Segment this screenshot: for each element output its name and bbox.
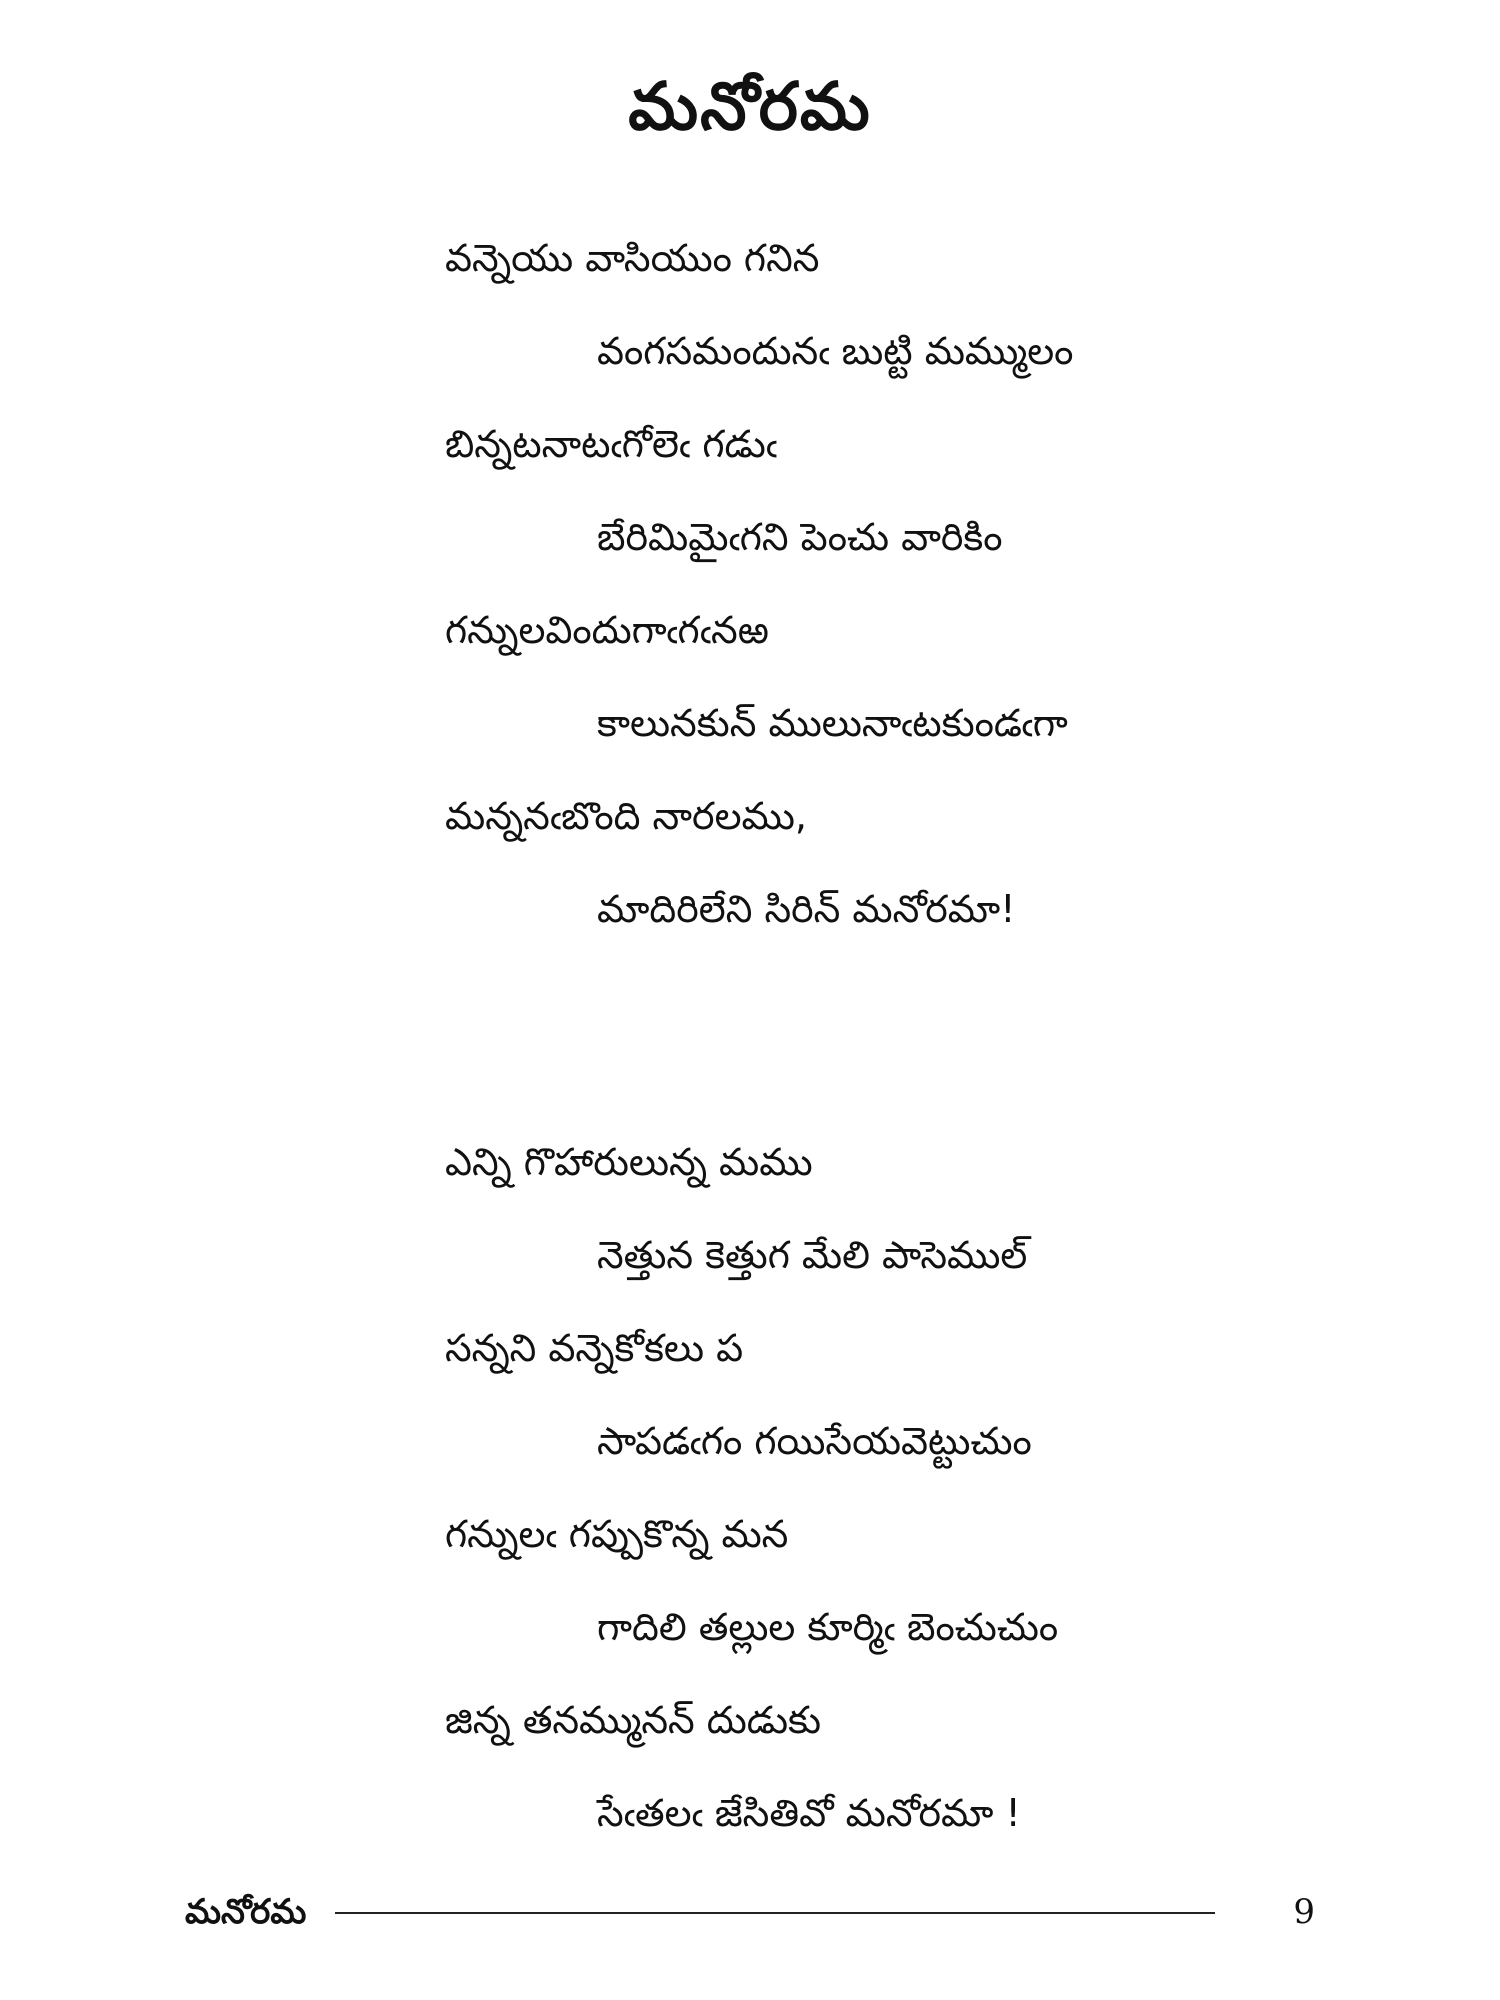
stanza (445, 228, 1345, 972)
footer-divider (335, 1912, 1215, 1914)
verse-line: బేరిమిమైఁగని పెంచు వారికిం (597, 515, 1003, 559)
verse-line: సాపడఁగం గయిసేయవెట్టుచుం (597, 1419, 1032, 1463)
verse-line: ఎన్ని గొహారులున్న మము (445, 1140, 813, 1184)
verse-line: సన్నని వన్నెకోకలు ప (445, 1326, 744, 1370)
verse-line: జిన్న తనమ్మునన్ దుడుకు (445, 1698, 822, 1742)
verse-line: మాదిరిలేని సిరిన్ మనోరమా! (597, 887, 1016, 931)
page-title: మనోరమ (628, 68, 872, 145)
verse-line: వంగసమందునఁ బుట్టి మమ్ములం (597, 329, 1074, 373)
verse-line: మన్ననఁబొంది నారలము, (445, 794, 807, 838)
verse-line: బిన్నటనాటఁగోలెఁ గడుఁ (445, 422, 778, 466)
verse-line: నెత్తున కెత్తుగ మేలి పాసెముల్ (597, 1233, 1028, 1277)
footer-title: మనోరమ (185, 1892, 307, 1932)
page-number: 9 (1293, 1892, 1315, 1932)
verse-line: కాలునకున్ ములునాఁటకుండఁగా (597, 701, 1068, 745)
verse-line: సేఁతలఁ జేసితివో మనోరమా ! (597, 1791, 1021, 1835)
verse-line: గన్నులఁ గప్పుకొన్న మన (445, 1512, 789, 1556)
verse-line: గన్నులవిందుగాఁగఁనఱ (445, 608, 769, 652)
stanza (445, 1132, 1345, 1876)
verse-line: వన్నెయు వాసియుం గనిన (445, 236, 820, 280)
page-footer (185, 1882, 1315, 1942)
verse-line: గాదిలి తల్లుల కూర్మిఁ బెంచుచుం (597, 1605, 1059, 1649)
